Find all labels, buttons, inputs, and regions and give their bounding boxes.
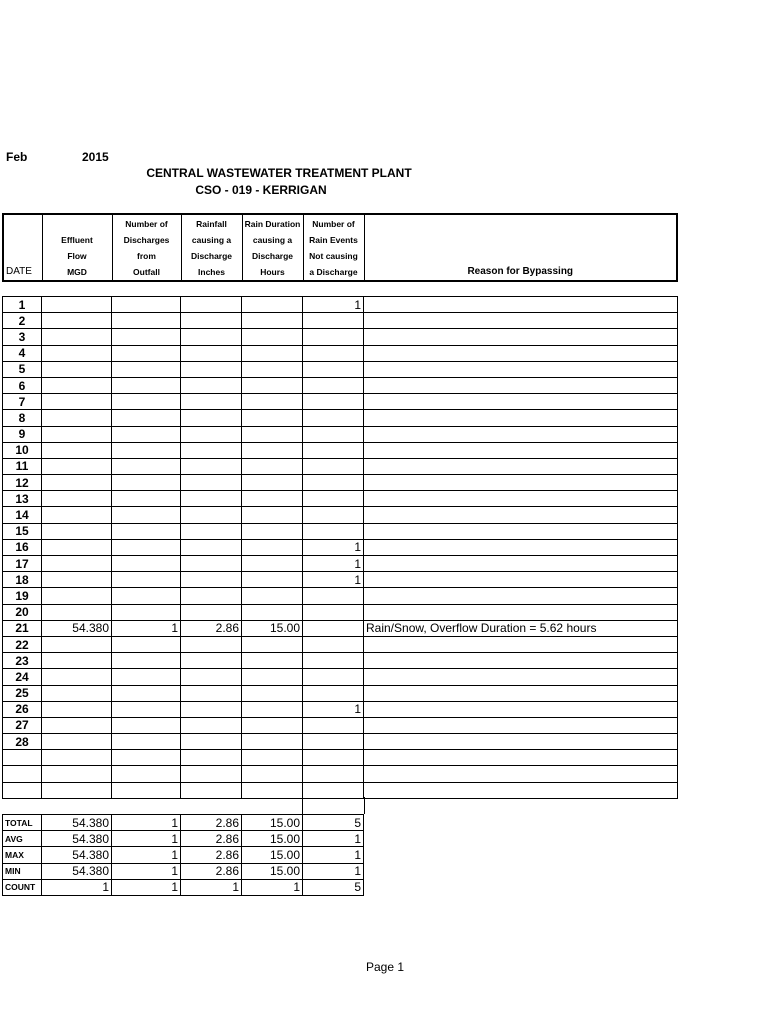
cell-day: 7 — [3, 394, 42, 410]
cell-day: 15 — [3, 523, 42, 539]
table-row — [3, 475, 678, 491]
summary-dur: 15.00 — [242, 831, 303, 847]
cell-dur — [242, 766, 303, 782]
summary-label: COUNT — [3, 879, 42, 895]
cell-reason — [364, 653, 678, 669]
cell-flow — [42, 523, 112, 539]
cell-flow — [42, 410, 112, 426]
cell-dur — [242, 491, 303, 507]
table-row — [3, 588, 678, 604]
cell-disch — [112, 717, 181, 733]
cell-flow — [42, 653, 112, 669]
cell-dur — [242, 442, 303, 458]
cell-dur — [242, 750, 303, 766]
cell-flow — [42, 507, 112, 523]
cell-flow — [42, 636, 112, 652]
cell-dur — [242, 604, 303, 620]
cell-rain — [181, 507, 242, 523]
cell-events — [303, 604, 364, 620]
summary-disch: 1 — [112, 847, 181, 863]
table-row — [3, 361, 678, 377]
cell-disch — [112, 701, 181, 717]
cell-day: 4 — [3, 345, 42, 361]
cell-day: 3 — [3, 329, 42, 345]
cell-dur — [242, 410, 303, 426]
table-row — [3, 507, 678, 523]
cell-reason — [364, 701, 678, 717]
cell-flow — [42, 572, 112, 588]
cell-disch — [112, 458, 181, 474]
cell-day: 23 — [3, 653, 42, 669]
cell-reason — [364, 750, 678, 766]
cell-dur — [242, 701, 303, 717]
cell-events: 1 — [303, 539, 364, 555]
cell-day: 13 — [3, 491, 42, 507]
effluent-flow-header: Effluent Flow MGD — [42, 214, 112, 281]
summary-events: 1 — [303, 831, 364, 847]
cell-day: 5 — [3, 361, 42, 377]
cell-rain — [181, 377, 242, 393]
table-row — [3, 556, 678, 572]
cell-rain — [181, 491, 242, 507]
summary-events: 5 — [303, 815, 364, 831]
cell-dur — [242, 345, 303, 361]
summary-rain: 1 — [181, 879, 242, 895]
cell-rain — [181, 717, 242, 733]
cell-events: 1 — [303, 556, 364, 572]
cell-events — [303, 750, 364, 766]
table-row — [3, 523, 678, 539]
cell-flow — [42, 750, 112, 766]
cell-rain — [181, 539, 242, 555]
cell-reason — [364, 717, 678, 733]
cell-day: 8 — [3, 410, 42, 426]
daily-table — [2, 296, 678, 799]
cell-flow — [42, 539, 112, 555]
table-row — [3, 604, 678, 620]
cell-dur — [242, 313, 303, 329]
cell-dur — [242, 377, 303, 393]
cell-reason — [364, 572, 678, 588]
summary-disch: 1 — [112, 815, 181, 831]
cell-day: 9 — [3, 426, 42, 442]
page-number: Page 1 — [365, 960, 405, 974]
table-row — [3, 572, 678, 588]
summary-dur: 1 — [242, 879, 303, 895]
cell-rain — [181, 329, 242, 345]
cell-disch — [112, 329, 181, 345]
cell-flow — [42, 475, 112, 491]
table-row — [3, 734, 678, 750]
cell-reason — [364, 458, 678, 474]
cell-events — [303, 426, 364, 442]
cell-events — [303, 410, 364, 426]
cell-day: 10 — [3, 442, 42, 458]
cell-disch — [112, 685, 181, 701]
summary-row — [3, 831, 364, 847]
cell-disch — [112, 766, 181, 782]
cell-rain — [181, 523, 242, 539]
date-header: DATE — [3, 214, 42, 281]
summary-disch: 1 — [112, 831, 181, 847]
cell-day: 17 — [3, 556, 42, 572]
cell-dur — [242, 297, 303, 313]
summary-row — [3, 815, 364, 831]
cell-events — [303, 345, 364, 361]
table-row — [3, 539, 678, 555]
cell-rain — [181, 653, 242, 669]
cell-day: 21 — [3, 620, 42, 636]
summary-events: 1 — [303, 847, 364, 863]
cell-disch — [112, 313, 181, 329]
cell-reason — [364, 426, 678, 442]
cell-flow — [42, 717, 112, 733]
cell-rain — [181, 766, 242, 782]
cell-rain — [181, 297, 242, 313]
cell-flow — [42, 426, 112, 442]
cell-dur — [242, 685, 303, 701]
cell-dur — [242, 669, 303, 685]
summary-label: TOTAL — [3, 815, 42, 831]
summary-flow: 54.380 — [42, 863, 112, 879]
summary-events: 5 — [303, 879, 364, 895]
cell-day: 22 — [3, 636, 42, 652]
summary-disch: 1 — [112, 879, 181, 895]
cell-flow — [42, 588, 112, 604]
cell-reason — [364, 377, 678, 393]
cell-disch — [112, 394, 181, 410]
cell-rain — [181, 556, 242, 572]
cell-reason: Rain/Snow, Overflow Duration = 5.62 hours — [364, 620, 678, 636]
cell-reason — [364, 556, 678, 572]
cell-events — [303, 377, 364, 393]
summary-label: MAX — [3, 847, 42, 863]
cell-reason — [364, 329, 678, 345]
cell-day: 20 — [3, 604, 42, 620]
summary-disch: 1 — [112, 863, 181, 879]
summary-rain: 2.86 — [181, 847, 242, 863]
cell-flow — [42, 782, 112, 798]
cell-day: 24 — [3, 669, 42, 685]
cell-day: 26 — [3, 701, 42, 717]
table-row — [3, 410, 678, 426]
cell-dur — [242, 539, 303, 555]
cell-events — [303, 782, 364, 798]
cell-disch — [112, 475, 181, 491]
cell-rain — [181, 636, 242, 652]
cell-rain — [181, 701, 242, 717]
summary-dur: 15.00 — [242, 815, 303, 831]
cell-rain — [181, 669, 242, 685]
cell-flow — [42, 345, 112, 361]
rainfall-header: Rainfall causing a Discharge Inches — [181, 214, 242, 281]
table-row — [3, 636, 678, 652]
table-row — [3, 750, 678, 766]
cell-reason — [364, 361, 678, 377]
summary-label: MIN — [3, 863, 42, 879]
cell-flow: 54.380 — [42, 620, 112, 636]
cell-events — [303, 588, 364, 604]
summary-flow: 54.380 — [42, 831, 112, 847]
cell-disch — [112, 377, 181, 393]
cell-disch — [112, 734, 181, 750]
cell-events — [303, 507, 364, 523]
cell-events — [303, 620, 364, 636]
summary-rain: 2.86 — [181, 815, 242, 831]
cell-rain — [181, 313, 242, 329]
cell-flow — [42, 377, 112, 393]
cell-disch — [112, 410, 181, 426]
discharges-header: Number of Discharges from Outfall — [112, 214, 181, 281]
table-row — [3, 620, 678, 636]
cell-disch — [112, 556, 181, 572]
cell-day: 25 — [3, 685, 42, 701]
table-row — [3, 717, 678, 733]
table-row — [3, 377, 678, 393]
summary-row — [3, 863, 364, 879]
table-row — [3, 782, 678, 798]
cell-events — [303, 636, 364, 652]
cell-reason — [364, 491, 678, 507]
cell-dur — [242, 636, 303, 652]
cell-flow — [42, 701, 112, 717]
cell-flow — [42, 313, 112, 329]
cell-disch: 1 — [112, 620, 181, 636]
summary-spacer — [302, 797, 365, 814]
cell-flow — [42, 458, 112, 474]
cell-flow — [42, 491, 112, 507]
cell-day: 12 — [3, 475, 42, 491]
cell-rain — [181, 572, 242, 588]
cell-dur — [242, 556, 303, 572]
cell-day: 27 — [3, 717, 42, 733]
cell-rain — [181, 782, 242, 798]
cell-rain — [181, 685, 242, 701]
cell-events — [303, 734, 364, 750]
cell-dur — [242, 426, 303, 442]
cell-rain — [181, 345, 242, 361]
cell-disch — [112, 653, 181, 669]
cell-dur — [242, 394, 303, 410]
table-row — [3, 426, 678, 442]
cell-disch — [112, 426, 181, 442]
summary-flow: 54.380 — [42, 847, 112, 863]
table-row — [3, 701, 678, 717]
report-month: Feb — [6, 150, 28, 164]
cell-events — [303, 717, 364, 733]
cell-reason — [364, 442, 678, 458]
cell-flow — [42, 669, 112, 685]
cell-events — [303, 361, 364, 377]
summary-row — [3, 847, 364, 863]
cell-events — [303, 766, 364, 782]
column-header — [2, 213, 678, 282]
cell-dur — [242, 734, 303, 750]
reason-header: Reason for Bypassing — [467, 266, 574, 277]
cell-day: 1 — [3, 297, 42, 313]
cell-dur — [242, 588, 303, 604]
cell-flow — [42, 556, 112, 572]
table-row — [3, 766, 678, 782]
cell-rain — [181, 361, 242, 377]
cell-day: 14 — [3, 507, 42, 523]
cell-dur — [242, 458, 303, 474]
cell-rain — [181, 475, 242, 491]
cell-disch — [112, 636, 181, 652]
cell-day — [3, 782, 42, 798]
cell-disch — [112, 345, 181, 361]
cell-events — [303, 394, 364, 410]
table-row — [3, 313, 678, 329]
cell-reason — [364, 636, 678, 652]
cell-reason — [364, 507, 678, 523]
cell-events: 1 — [303, 572, 364, 588]
cell-rain — [181, 442, 242, 458]
cell-reason — [364, 588, 678, 604]
cell-disch — [112, 572, 181, 588]
cell-disch — [112, 523, 181, 539]
cell-reason — [364, 539, 678, 555]
cell-events — [303, 329, 364, 345]
cell-events — [303, 669, 364, 685]
cell-dur — [242, 523, 303, 539]
cell-rain — [181, 458, 242, 474]
summary-rain: 2.86 — [181, 831, 242, 847]
cell-rain — [181, 588, 242, 604]
table-row — [3, 394, 678, 410]
cell-disch — [112, 604, 181, 620]
table-row — [3, 329, 678, 345]
table-row — [3, 653, 678, 669]
cell-day: 18 — [3, 572, 42, 588]
cell-events — [303, 653, 364, 669]
cell-events — [303, 313, 364, 329]
cell-flow — [42, 685, 112, 701]
cell-rain: 2.86 — [181, 620, 242, 636]
cell-rain — [181, 604, 242, 620]
cell-dur — [242, 572, 303, 588]
cell-flow — [42, 604, 112, 620]
summary-dur: 15.00 — [242, 863, 303, 879]
cell-disch — [112, 750, 181, 766]
cell-events — [303, 523, 364, 539]
cell-reason — [364, 766, 678, 782]
table-row — [3, 669, 678, 685]
cell-day — [3, 750, 42, 766]
rain-events-header: Number of Rain Events Not causing a Discharge — [303, 214, 364, 281]
cell-reason — [364, 523, 678, 539]
cell-dur — [242, 475, 303, 491]
cell-dur — [242, 653, 303, 669]
cell-dur — [242, 507, 303, 523]
cell-dur — [242, 329, 303, 345]
cell-reason — [364, 669, 678, 685]
table-row — [3, 297, 678, 313]
cell-flow — [42, 734, 112, 750]
cell-disch — [112, 539, 181, 555]
cell-disch — [112, 507, 181, 523]
table-row — [3, 685, 678, 701]
cell-disch — [112, 297, 181, 313]
cell-events — [303, 475, 364, 491]
cell-day: 28 — [3, 734, 42, 750]
summary-events: 1 — [303, 863, 364, 879]
report-year: 2015 — [82, 150, 109, 164]
cell-disch — [112, 782, 181, 798]
cell-flow — [42, 361, 112, 377]
summary-table — [2, 814, 364, 896]
plant-title: CENTRAL WASTEWATER TREATMENT PLANT — [146, 166, 412, 180]
cell-flow — [42, 766, 112, 782]
cell-disch — [112, 361, 181, 377]
cell-flow — [42, 297, 112, 313]
summary-rain: 2.86 — [181, 863, 242, 879]
cell-reason — [364, 345, 678, 361]
cell-reason — [364, 475, 678, 491]
summary-dur: 15.00 — [242, 847, 303, 863]
cell-flow — [42, 442, 112, 458]
cell-dur — [242, 717, 303, 733]
cell-rain — [181, 734, 242, 750]
summary-row — [3, 879, 364, 895]
cell-day: 6 — [3, 377, 42, 393]
table-row — [3, 491, 678, 507]
cell-reason — [364, 394, 678, 410]
cell-rain — [181, 426, 242, 442]
cell-dur: 15.00 — [242, 620, 303, 636]
cell-rain — [181, 394, 242, 410]
outfall-title: CSO - 019 - KERRIGAN — [195, 183, 327, 197]
table-row — [3, 345, 678, 361]
cell-day: 16 — [3, 539, 42, 555]
cell-day: 2 — [3, 313, 42, 329]
cell-events — [303, 442, 364, 458]
cell-flow — [42, 329, 112, 345]
cell-day — [3, 766, 42, 782]
cell-events — [303, 458, 364, 474]
summary-flow: 1 — [42, 879, 112, 895]
cell-reason — [364, 782, 678, 798]
cell-day: 11 — [3, 458, 42, 474]
cell-disch — [112, 442, 181, 458]
summary-label: AVG — [3, 831, 42, 847]
cell-events: 1 — [303, 297, 364, 313]
summary-flow: 54.380 — [42, 815, 112, 831]
cell-day: 19 — [3, 588, 42, 604]
cell-reason — [364, 410, 678, 426]
cell-rain — [181, 750, 242, 766]
cell-events: 1 — [303, 701, 364, 717]
cell-disch — [112, 669, 181, 685]
cell-dur — [242, 782, 303, 798]
table-row — [3, 458, 678, 474]
table-row — [3, 442, 678, 458]
cell-reason — [364, 313, 678, 329]
cell-disch — [112, 588, 181, 604]
cell-dur — [242, 361, 303, 377]
cell-reason — [364, 734, 678, 750]
cell-disch — [112, 491, 181, 507]
cell-reason — [364, 297, 678, 313]
cell-flow — [42, 394, 112, 410]
cell-reason — [364, 604, 678, 620]
cell-reason — [364, 685, 678, 701]
cell-events — [303, 491, 364, 507]
cell-rain — [181, 410, 242, 426]
rain-duration-header: Rain Duration causing a Discharge Hours — [242, 214, 303, 281]
cell-events — [303, 685, 364, 701]
